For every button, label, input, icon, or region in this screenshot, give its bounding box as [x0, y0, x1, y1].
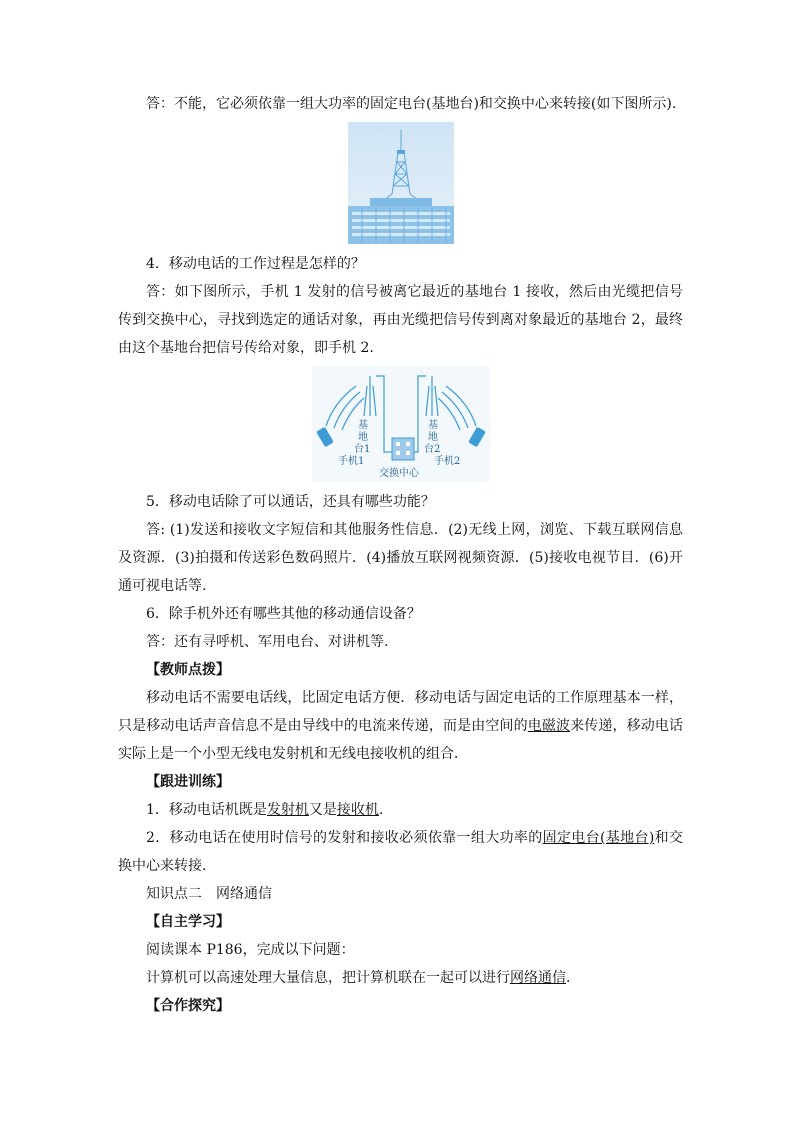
- teacher-heading: 【教师点拨】: [146, 662, 230, 678]
- practice-q2-answer: 固定电台(基地台): [542, 830, 655, 846]
- base2-label-2: 地: [427, 432, 438, 443]
- tv-tower-image: [348, 122, 454, 244]
- self-study-line2: [118, 964, 683, 992]
- practice-q1-answer2: 接收机: [336, 802, 379, 818]
- exchange-label: 交换中心: [378, 468, 419, 479]
- knowledge-point-2: 知识点二 网络通信: [146, 886, 272, 902]
- mobile-network-diagram: [118, 366, 683, 482]
- cooperative-heading: 【合作探究】: [146, 998, 230, 1014]
- teacher-text: [118, 684, 683, 768]
- phone1-label: 手机1: [337, 456, 364, 467]
- practice-q2: [118, 824, 683, 880]
- document-page: [118, 90, 683, 1020]
- phone2-label: 手机2: [433, 456, 460, 467]
- practice-q1-a: 1．移动电话机既是: [146, 802, 267, 818]
- practice-q1-answer1: 发射机: [266, 802, 309, 818]
- answer-3: 答：不能，它必须依靠一组大功率的固定电台(基地台)和交换中心来转接(如下图所示).: [146, 96, 677, 112]
- base2-label-3: 台2: [423, 444, 440, 455]
- teacher-text-b: 来传递，移动电话实际上是一个小型无线电发射机和无线电接收机的组合．: [118, 718, 684, 762]
- practice-q2-a: 2．移动电话在使用时信号的发射和接收必须依靠一组大功率的: [146, 830, 543, 846]
- practice-q1-c: .: [378, 802, 384, 818]
- question-6: 6．除手机外还有哪些其他的移动通信设备？: [146, 606, 421, 622]
- base1-label-1: 基: [357, 420, 368, 431]
- practice-q2-b: 和交换中心来转接．: [118, 830, 684, 874]
- base1-label-3: 台1: [353, 444, 370, 455]
- question-4: 4．移动电话的工作过程是怎样的？: [146, 256, 365, 272]
- question-5: 5．移动电话除了可以通话，还具有哪些功能？: [146, 494, 435, 510]
- self-study-answer: 网络通信: [510, 970, 566, 986]
- practice-q1: [118, 796, 683, 824]
- self-study-line2-a: 计算机可以高速处理大量信息，把计算机联在一起可以进行: [146, 970, 510, 986]
- self-study-heading: 【自主学习】: [146, 914, 230, 930]
- teacher-text-a: 移动电话不需要电话线，比固定电话方便．移动电话与固定电话的工作原理基本一样，只是移动电话声音信息不是由导线中的电流来传递，而是由空间的: [118, 690, 683, 734]
- base1-label-2: 地: [357, 432, 368, 443]
- self-study-line1: 阅读课本 P186，完成以下问题：: [146, 942, 355, 958]
- network-diagram-svg: [312, 366, 490, 482]
- answer-4: 答：如下图所示，手机 1 发射的信号被离它最近的基地台 1 接收，然后由光缆把信号传到交换中心，寻找到选定的通话对象，再由光缆把信号传到离对象最近的基地台 2，最终由这个基地台把信号传给对象，即手机 2.: [118, 284, 683, 356]
- practice-q1-b: 又是: [308, 802, 337, 818]
- practice-heading: 【跟进训练】: [146, 774, 230, 790]
- answer-5: 答: (1)发送和接收文字短信和其他服务性信息．(2)无线上网，浏览、下载互联网信息及资源．(3)拍摄和传送彩色数码照片．(4)播放互联网视频资源．(5)接收电视节目．(6)开通可视电话等.: [118, 522, 683, 594]
- answer-6: 答：还有寻呼机、军用电台、对讲机等.: [146, 634, 389, 650]
- teacher-underline: 电磁波: [527, 718, 571, 734]
- tower-photo-figure: [118, 122, 683, 244]
- self-study-line2-b: .: [566, 970, 571, 986]
- base2-label-1: 基: [427, 420, 438, 431]
